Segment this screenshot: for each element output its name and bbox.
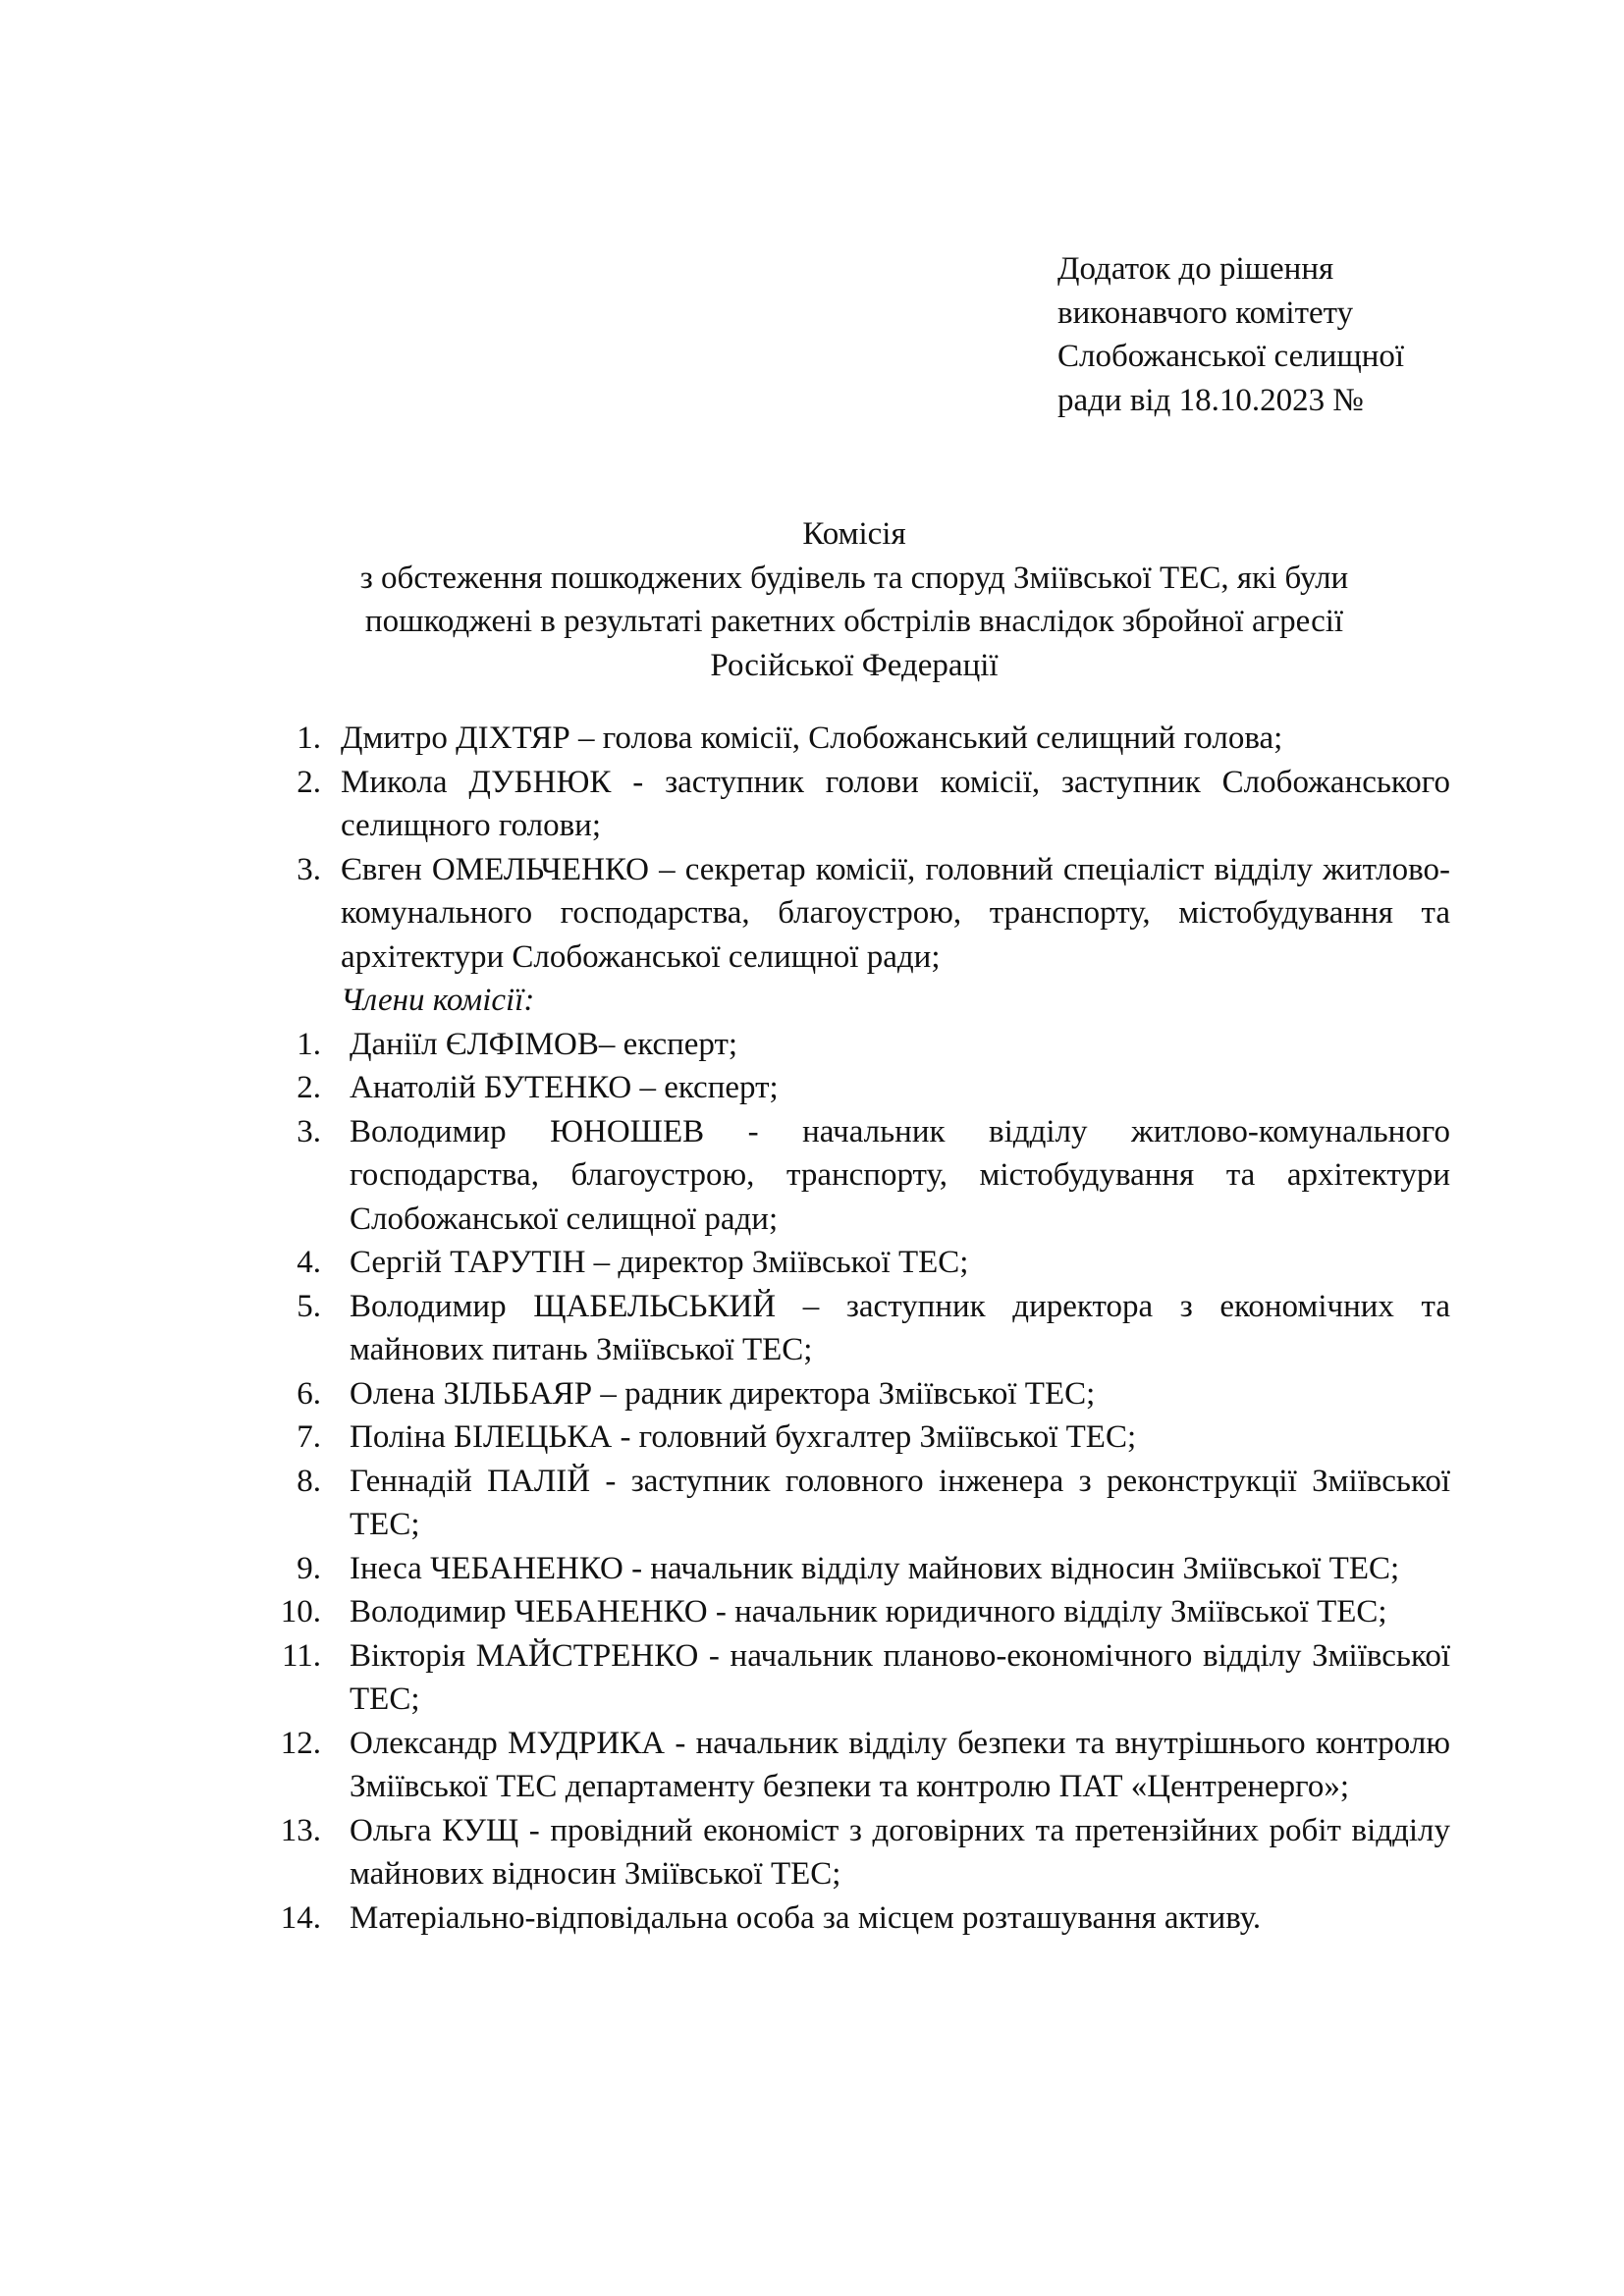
item-text: Даніїл ЄЛФІМОВ– експерт;: [350, 1026, 738, 1062]
item-number: 11.: [281, 1637, 321, 1674]
item-text: Євген ОМЕЛЬЧЕНКО – секретар комісії, головний спеціаліст відділу житлово-комунального господарства, благоустрою, транспорту, містобудування та архітектури Слобожанської селищної ради;: [341, 851, 1450, 975]
list-item-leader: [0, 717, 1624, 761]
item-text: Олександр МУДРИКА - начальник відділу безпеки та внутрішнього контролю Зміївської ТЕС департаменту безпеки та контролю ПАТ «Центренерго»;: [350, 1725, 1450, 1804]
item-text: Інеса ЧЕБАНЕНКО - начальник відділу майнових відносин Зміївської ТЕС;: [350, 1550, 1400, 1586]
item-number: 2.: [297, 1070, 321, 1105]
list-item-member: [0, 1809, 1624, 1896]
item-number: 4.: [297, 1245, 321, 1280]
item-number: 3.: [297, 1113, 321, 1149]
item-number: 8.: [297, 1463, 321, 1499]
list-item-leader: [0, 761, 1624, 848]
item-text: Микола ДУБНЮК - заступник голови комісії, заступник Слобожанського селищного голови;: [341, 764, 1450, 843]
item-text: Сергій ТАРУТІН – директор Зміївської ТЕС;: [350, 1245, 969, 1280]
list-item-member: [0, 1372, 1624, 1416]
item-number: 6.: [297, 1375, 321, 1412]
title-line: Російської Федерації: [710, 647, 999, 683]
list-item-member: [0, 1634, 1624, 1722]
list-item-member: [0, 1460, 1624, 1547]
item-text: Дмитро ДІХТЯР – голова комісії, Слобожанський селищний голова;: [341, 721, 1283, 756]
item-number: 5.: [297, 1288, 321, 1324]
item-text: Володимир ЮНОШЕВ - начальник відділу житлово-комунального господарства, благоустрою, транспорту, містобудування та архітектури Слобожанської селищної ради;: [350, 1113, 1450, 1237]
item-text: Володимир ЧЕБАНЕНКО - начальник юридичного відділу Зміївської ТЕС;: [350, 1594, 1387, 1629]
list-item-member: [0, 1590, 1624, 1634]
item-number: 10.: [280, 1594, 321, 1629]
list-item-member: [0, 1722, 1624, 1809]
item-number: 13.: [280, 1812, 321, 1848]
list-item-member: [0, 1896, 1624, 1941]
item-text: Вікторія МАЙСТРЕНКО - начальник планово-економічного відділу Зміївської ТЕС;: [350, 1637, 1450, 1717]
item-number: 12.: [280, 1725, 321, 1761]
list-item-member: [0, 1285, 1624, 1372]
title-line: з обстеження пошкоджених будівель та споруд Зміївської ТЕС, які були: [359, 560, 1349, 596]
members-heading: Члени комісії:: [341, 983, 535, 1018]
item-text: Володимир ЩАБЕЛЬСЬКИЙ – заступник директора з економічних та майнових питань Зміївської ТЕС;: [350, 1288, 1450, 1367]
title-heading: Комісія: [802, 516, 906, 552]
item-number: 9.: [297, 1550, 321, 1586]
document-title: [245, 512, 1463, 687]
list-item-member: [0, 1415, 1624, 1460]
list-item-member: [0, 1241, 1624, 1285]
item-text: Ольга КУЩ - провідний економіст з договірних та претензійних робіт відділу майнових відносин Зміївської ТЕС;: [350, 1812, 1450, 1892]
item-text: Матеріально-відповідальна особа за місцем розташування активу.: [350, 1899, 1262, 1936]
list-item-member: [0, 1066, 1624, 1110]
item-text: Геннадій ПАЛІЙ - заступник головного інженера з реконструкції Зміївської ТЕС;: [350, 1463, 1450, 1542]
item-number: 3.: [297, 851, 321, 887]
addendum-line: Додаток до рішення: [1057, 251, 1334, 287]
title-line: пошкоджені в результаті ракетних обстрілів внаслідок збройної агресії: [364, 604, 1344, 639]
list-item-leader: [0, 848, 1624, 980]
item-number: 1.: [297, 721, 321, 756]
item-number: 1.: [297, 1026, 321, 1062]
item-number: 14.: [280, 1899, 321, 1936]
list-item-member: [0, 1023, 1624, 1067]
commission-list: [0, 717, 1624, 1940]
item-text: Олена ЗІЛЬБАЯР – радник директора Зміївської ТЕС;: [350, 1375, 1096, 1412]
item-number: 7.: [297, 1419, 321, 1455]
item-text: Поліна БІЛЕЦЬКА - головний бухгалтер Зміївської ТЕС;: [350, 1419, 1137, 1455]
list-item-member: [0, 1110, 1624, 1242]
addendum-block: [1057, 247, 1509, 422]
addendum-line: Слобожанської селищної: [1057, 339, 1405, 374]
list-item-member: [0, 1547, 1624, 1591]
addendum-line: виконавчого комітету: [1057, 294, 1354, 331]
addendum-line: ради від 18.10.2023 №: [1057, 382, 1364, 418]
item-text: Анатолій БУТЕНКО – експерт;: [350, 1070, 779, 1105]
item-number: 2.: [297, 764, 321, 800]
